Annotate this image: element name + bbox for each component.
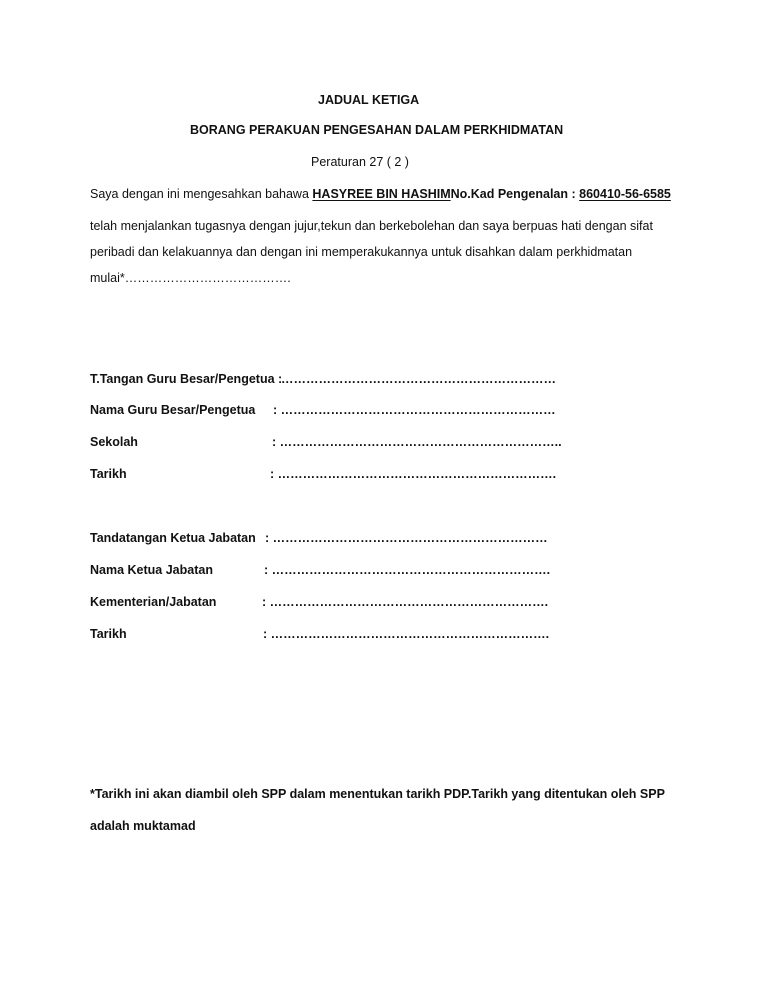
id-number: 860410-56-6585 bbox=[579, 187, 671, 201]
id-label: No.Kad Pengenalan : bbox=[450, 187, 576, 201]
statement-line-4: mulai*…………………………………. bbox=[90, 271, 291, 285]
headmaster-date-label: Tarikh bbox=[90, 467, 127, 481]
head-signature-field[interactable]: : ………………………………………………………… bbox=[265, 531, 548, 545]
ministry-label: Kementerian/Jabatan bbox=[90, 595, 217, 609]
footnote-line-2: adalah muktamad bbox=[90, 819, 196, 833]
headmaster-name-field[interactable]: : ………………………………………………………… bbox=[273, 403, 556, 417]
ministry-field[interactable]: : …………………………………………………………. bbox=[262, 595, 549, 609]
statement-line-3: peribadi dan kelakuannya dan dengan ini memperakukannya untuk disahkan dalam perkhidmatan bbox=[90, 245, 633, 259]
head-date-field[interactable]: : …………………………………………………………. bbox=[263, 627, 550, 641]
footnote-line-1: *Tarikh ini akan diambil oleh SPP dalam menentukan tarikh PDP.Tarikh yang ditentukan oleh SPP bbox=[90, 787, 665, 801]
head-name-field[interactable]: : …………………………………………………………. bbox=[264, 563, 551, 577]
school-field[interactable]: : ………………………………………………………….. bbox=[272, 435, 562, 449]
head-name-label: Nama Ketua Jabatan bbox=[90, 563, 213, 577]
schedule-heading: JADUAL KETIGA bbox=[318, 93, 420, 107]
regulation-reference: Peraturan 27 ( 2 ) bbox=[311, 155, 409, 169]
statement-prefix: Saya dengan ini mengesahkan bahawa bbox=[90, 187, 309, 201]
head-date-label: Tarikh bbox=[90, 627, 127, 641]
headmaster-signature-label: T.Tangan Guru Besar/Pengetua : bbox=[90, 372, 283, 386]
headmaster-date-field[interactable]: : …………………………………………………………. bbox=[270, 467, 557, 481]
form-title: BORANG PERAKUAN PENGESAHAN DALAM PERKHIDMATAN bbox=[190, 123, 564, 137]
head-signature-label: Tandatangan Ketua Jabatan bbox=[90, 531, 256, 545]
officer-name: HASYREE BIN HASHIM bbox=[312, 187, 451, 201]
statement-line-2: telah menjalankan tugasnya dengan jujur,tekun dan berkebolehan dan saya berpuas hati dengan sifat bbox=[90, 219, 653, 233]
school-label: Sekolah bbox=[90, 435, 138, 449]
headmaster-signature-field[interactable]: ………………………………………………………… bbox=[281, 372, 556, 386]
statement-line-1 bbox=[90, 188, 671, 201]
headmaster-name-label: Nama Guru Besar/Pengetua bbox=[90, 403, 256, 417]
